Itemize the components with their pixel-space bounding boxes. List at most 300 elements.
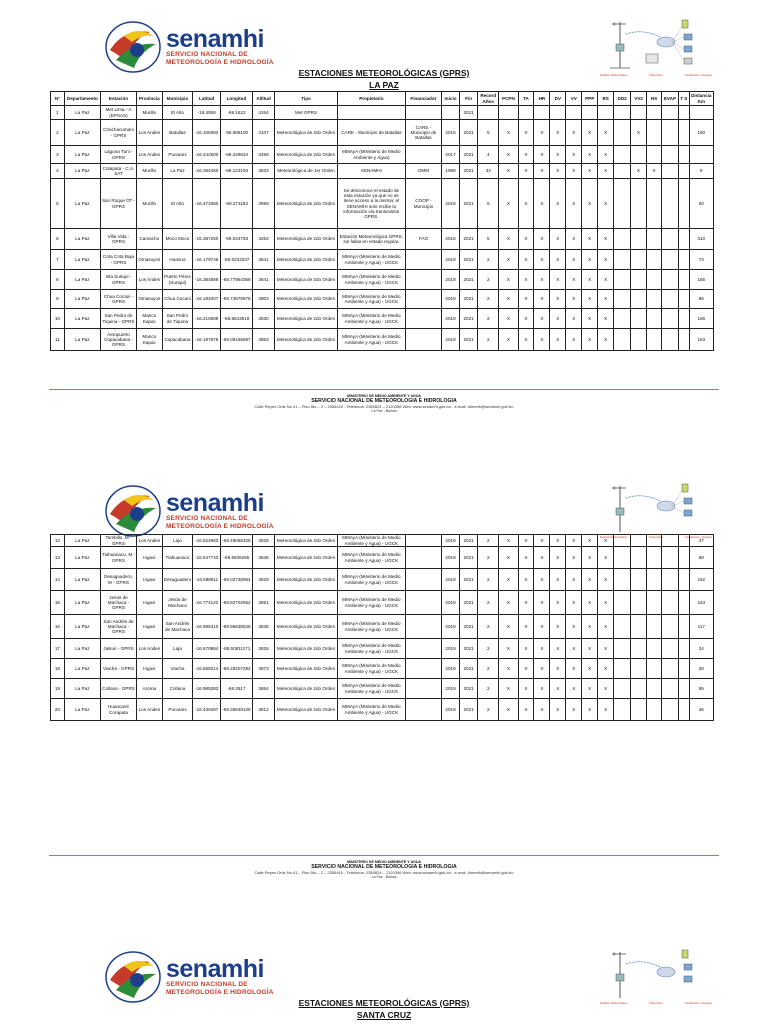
column-header: PCPN: [499, 92, 518, 106]
brand-subtitle-line-2: METEOROLOGÍA E HIDROLOGÍA: [166, 989, 274, 996]
table-cell: [478, 106, 499, 120]
footer-institution: SERVICIO NACIONAL DE METEOROLOGIA E HIDROLOGIA: [311, 398, 457, 404]
table-cell: 2021: [460, 547, 478, 569]
column-header: PPP: [582, 92, 598, 106]
table-cell: 2021: [460, 569, 478, 591]
table-cell: [405, 639, 441, 659]
senamhi-emblem-icon: [104, 950, 162, 1004]
table-cell: X: [550, 146, 566, 164]
table-cell: Meteorológica de 2do Orden: [275, 679, 338, 699]
table-cell: X: [550, 290, 566, 309]
table-cell: X: [550, 120, 566, 146]
table-row: [51, 547, 714, 569]
table-cell: [405, 329, 441, 351]
table-cell: X: [582, 329, 598, 351]
table-cell: X: [550, 309, 566, 329]
table-cell: Ingavi: [137, 659, 163, 679]
table-cell: -68.588100: [221, 120, 253, 146]
table-cell: X: [566, 639, 582, 659]
table-cell: 3826: [252, 639, 274, 659]
table-cell: 2: [478, 615, 499, 639]
table-cell: Cotapata - C.A. SAT: [100, 164, 136, 179]
table-cell: X: [499, 229, 518, 250]
table-cell: 2021: [460, 639, 478, 659]
table-cell: X: [499, 290, 518, 309]
table-cell: [647, 615, 662, 639]
table-cell: 2019: [442, 699, 460, 721]
table-cell: Viacha - GPRS: [100, 659, 136, 679]
table-cell: X: [598, 146, 614, 164]
table-cell: [678, 309, 689, 329]
column-header: RS: [598, 92, 614, 106]
table-cell: 4264: [252, 106, 274, 120]
table-cell: [678, 679, 689, 699]
table-cell: -16.588811: [193, 569, 221, 591]
table-row: [51, 309, 714, 329]
table-cell: X: [582, 164, 598, 179]
table-row: [51, 229, 714, 250]
table-cell: CARE - Municipio de Batallas: [337, 120, 405, 146]
table-row: [51, 329, 714, 351]
table-row: [51, 179, 714, 229]
table-cell: [661, 659, 678, 679]
table-cell: FAO: [405, 229, 441, 250]
table-cell: X: [566, 290, 582, 309]
table-cell: [614, 120, 631, 146]
table-cell: 2021: [460, 679, 478, 699]
table-cell: 3829: [252, 535, 274, 547]
table-cell: [647, 229, 662, 250]
table-cell: 3873: [252, 659, 274, 679]
table-cell: 2: [478, 535, 499, 547]
table-cell: Meteorológica de 2do Orden: [275, 270, 338, 290]
table-cell: X: [598, 535, 614, 547]
table-cell: X: [550, 179, 566, 229]
column-header: Fin: [460, 92, 478, 106]
table-cell: Jalsuri - GPRS: [100, 639, 136, 659]
table-cell: Meteorológica de 2do Orden: [275, 290, 338, 309]
table-cell: -68.77964368: [221, 270, 253, 290]
table-cell: La Paz: [64, 547, 100, 569]
table-cell: Meteorológica de 2do Orden: [275, 639, 338, 659]
page-footer: [0, 855, 768, 879]
table-cell: X: [550, 535, 566, 547]
senamhi-logo: [104, 950, 274, 1004]
table-cell: [550, 106, 566, 120]
table-cell: 166: [689, 309, 713, 329]
table-cell: 30: [689, 659, 713, 679]
table-cell: 2: [478, 679, 499, 699]
table-cell: [689, 146, 713, 164]
table-cell: 163: [689, 591, 713, 615]
table-cell: 2: [478, 639, 499, 659]
table-cell: 8: [51, 270, 65, 290]
table-cell: 2019: [442, 290, 460, 309]
table-cell: Manco Kapac: [137, 329, 163, 351]
senamhi-emblem-icon: [104, 20, 162, 74]
table-cell: [661, 270, 678, 290]
table-cell: 1988: [442, 164, 460, 179]
table-cell: [661, 106, 678, 120]
table-cell: -68.49086328: [221, 535, 253, 547]
table-cell: Huarina: [162, 250, 193, 270]
table-cell: X: [566, 699, 582, 721]
table-cell: [678, 639, 689, 659]
diagram-label-visualization: Visualización y Registro: [684, 74, 712, 77]
table-cell: [405, 146, 441, 164]
table-cell: Ingavi: [137, 615, 163, 639]
table-cell: X: [566, 250, 582, 270]
table-cell: X: [566, 270, 582, 290]
table-cell: Los Andes: [137, 535, 163, 547]
table-cell: X: [518, 547, 534, 569]
table-cell: Los Andes: [137, 270, 163, 290]
table-cell: [647, 699, 662, 721]
table-cell: Met Lima - A (EPSAS): [100, 106, 136, 120]
column-header: T S: [678, 92, 689, 106]
table-cell: 2021: [460, 179, 478, 229]
table-cell: 18: [51, 659, 65, 679]
table-cell: La Paz: [64, 270, 100, 290]
table-cell: Cota Cota Baja - GPRS: [100, 250, 136, 270]
table-cell: X: [566, 146, 582, 164]
table-cell: X: [598, 270, 614, 290]
table-cell: X: [566, 591, 582, 615]
table-cell: X: [582, 229, 598, 250]
table-cell: La Paz: [64, 679, 100, 699]
table-cell: Manco Kapac: [137, 309, 163, 329]
table-cell: El Alto: [162, 179, 193, 229]
table-cell: X: [534, 615, 550, 639]
table-cell: X: [518, 639, 534, 659]
table-cell: X: [582, 615, 598, 639]
table-cell: X: [550, 591, 566, 615]
table-cell: X: [582, 591, 598, 615]
table-cell: [631, 535, 647, 547]
column-header: Distancia Km: [691, 93, 712, 104]
footer-city: La Paz - Bolivia: [371, 409, 397, 413]
table-cell: La Paz: [64, 120, 100, 146]
table-cell: 45: [689, 699, 713, 721]
section-subtitle: LA PAZ: [369, 80, 399, 90]
table-cell: 2: [478, 591, 499, 615]
table-cell: [442, 106, 460, 120]
table-cell: [678, 699, 689, 721]
table-cell: [499, 106, 518, 120]
table-cell: -16.524983: [193, 535, 221, 547]
table-cell: 2019: [442, 535, 460, 547]
table-cell: La Paz: [64, 106, 100, 120]
footer-address: Calle Reyes Ortiz No 41 – Piso 5to – 2 – 2355410 - Teléfonos: 2355824 – 2120356 Web: www.senamhi.gob.bo - e-mail: dirmeth@senamhi.gob.bo: [254, 870, 514, 875]
table-cell: X: [534, 164, 550, 179]
table-cell: San Roque DT - GPRS: [100, 179, 136, 229]
table-cell: Met GPRS: [275, 106, 338, 120]
table-cell: X: [566, 535, 582, 547]
section-title: ESTACIONES METEOROLÓGICAS (GPRS): [298, 68, 470, 78]
table-cell: -68.96838528: [221, 615, 253, 639]
table-cell: MMAyA (Ministerio de Medio Ambiente y Agua) - UGCK: [337, 615, 405, 639]
table-row: [51, 250, 714, 270]
table-cell: [678, 615, 689, 639]
table-cell: X: [598, 229, 614, 250]
table-cell: -16.242500: [193, 146, 221, 164]
table-cell: MMAyA (Ministerio de Medio Ambiente y Agua) - UGCK: [337, 639, 405, 659]
table-cell: 5: [478, 229, 499, 250]
table-cell: [678, 179, 689, 229]
table-cell: San Pedro de Tiquina: [162, 309, 193, 329]
table-cell: 3833: [252, 164, 274, 179]
table-cell: Villa Vida - GPRS: [100, 229, 136, 250]
table-cell: [631, 329, 647, 351]
table-cell: Desaguadero, M - GPRS: [100, 569, 136, 591]
table-cell: 2021: [460, 229, 478, 250]
table-cell: -16.985383: [193, 679, 221, 699]
table-cell: 2019: [442, 547, 460, 569]
diagram-label-transmission: Transmisión: [648, 1002, 663, 1005]
table-cell: [405, 615, 441, 639]
table-cell: [689, 106, 713, 120]
table-cell: Meteorológica de 2do Orden: [275, 547, 338, 569]
table-cell: X: [499, 547, 518, 569]
table-cell: X: [499, 679, 518, 699]
table-cell: [661, 120, 678, 146]
table-cell: X: [518, 229, 534, 250]
table-cell: X: [566, 179, 582, 229]
table-cell: -16.985310: [193, 615, 221, 639]
table-cell: [631, 229, 647, 250]
table-cell: X: [518, 290, 534, 309]
table-cell: [405, 106, 441, 120]
table-row: [51, 679, 714, 699]
table-cell: X: [518, 146, 534, 164]
table-cell: 3841: [252, 270, 274, 290]
table-cell: [614, 106, 631, 120]
table-cell: [661, 679, 678, 699]
table-cell: X: [582, 120, 598, 146]
table-cell: CARE - Municipio de Batallas: [405, 120, 441, 146]
table-cell: X: [566, 615, 582, 639]
table-cell: [661, 309, 678, 329]
table-cell: [337, 106, 405, 120]
column-header: EVAP: [661, 92, 678, 106]
table-cell: [598, 106, 614, 120]
table-cell: 2: [478, 270, 499, 290]
column-header: DD2: [614, 92, 631, 106]
table-cell: -68.50811171: [221, 639, 253, 659]
table-cell: [631, 679, 647, 699]
table-cell: -16.384888: [193, 270, 221, 290]
table-cell: MMAyA (Ministerio de Medio Ambiente y Agua) - UGCK: [337, 591, 405, 615]
table-cell: [614, 639, 631, 659]
table-cell: 16: [51, 615, 65, 639]
table-row: [51, 290, 714, 309]
table-cell: -16.216689: [193, 309, 221, 329]
table-header-row: [51, 92, 714, 106]
table-cell: [661, 229, 678, 250]
footer-ministry: MINISTERIO DE MEDIO AMBIENTE Y AGUA: [346, 394, 422, 398]
table-cell: MMAyA (Ministerio de Medio Ambiente y Agua) - UGCK: [337, 659, 405, 679]
table-cell: 4264: [252, 229, 274, 250]
table-cell: X: [518, 329, 534, 351]
table-cell: X: [499, 309, 518, 329]
table-cell: X: [499, 164, 518, 179]
table-cell: 2021: [460, 146, 478, 164]
table-cell: Meteorológica de 2do Orden: [275, 659, 338, 679]
table-cell: 2019: [442, 639, 460, 659]
table-cell: -16.108383: [193, 120, 221, 146]
column-header: Financiador: [405, 92, 441, 106]
table-cell: -16.547743: [193, 547, 221, 569]
table-cell: Copacabana: [162, 329, 193, 351]
table-cell: 2016: [442, 229, 460, 250]
table-cell: Meteorológica de 2do Orden: [275, 615, 338, 639]
table-cell: [614, 229, 631, 250]
table-cell: [631, 615, 647, 639]
table-cell: [678, 146, 689, 164]
table-cell: [647, 569, 662, 591]
section-subtitle: SANTA CRUZ: [356, 1010, 412, 1020]
table-cell: X: [518, 535, 534, 547]
table-cell: [405, 699, 441, 721]
brand-name: senamhi: [166, 489, 264, 517]
table-cell: [661, 290, 678, 309]
table-cell: X: [550, 164, 566, 179]
footer-divider: [49, 389, 719, 390]
table-cell: 2019: [442, 659, 460, 679]
table-cell: -68.123193: [221, 164, 253, 179]
table-cell: OMM: [405, 164, 441, 179]
table-cell: X: [550, 270, 566, 290]
table-cell: 6: [51, 229, 65, 250]
table-cell: MMAyA (Ministerio de Medio Ambiente y Agua) - UGCK: [337, 309, 405, 329]
table-cell: SENAMHI: [337, 164, 405, 179]
brand-subtitle-line-1: SERVICIO NACIONAL DE: [166, 981, 248, 988]
table-cell: [647, 179, 662, 229]
table-cell: La Paz: [64, 250, 100, 270]
table-cell: [678, 329, 689, 351]
table-cell: [614, 569, 631, 591]
table-cell: [631, 591, 647, 615]
table-cell: -68.271193: [221, 179, 253, 229]
table-cell: Ingavi: [137, 547, 163, 569]
table-cell: Pucarani: [162, 146, 193, 164]
table-cell: 2: [478, 250, 499, 270]
table-cell: Murillo: [137, 106, 163, 120]
table-cell: [647, 120, 662, 146]
table-cell: San Pedro de Tiquina - GPRS: [100, 309, 136, 329]
table-cell: [631, 270, 647, 290]
table-cell: X: [499, 535, 518, 547]
table-cell: [678, 120, 689, 146]
table-cell: 19: [51, 679, 65, 699]
table-cell: 47: [689, 535, 713, 547]
table-cell: [678, 229, 689, 250]
table-cell: 5: [478, 120, 499, 146]
table-cell: X: [582, 659, 598, 679]
brand-subtitle-line-1: SERVICIO NACIONAL DE: [166, 51, 248, 58]
table-cell: La Paz: [64, 615, 100, 639]
table-cell: El Alto: [162, 106, 193, 120]
table-cell: X: [518, 615, 534, 639]
table-cell: [678, 591, 689, 615]
table-cell: X: [598, 309, 614, 329]
table-cell: MMAyA (Ministerio de Medio Ambiente y Agua) - UGCK: [337, 547, 405, 569]
stations-table: [50, 91, 714, 351]
table-cell: 2: [478, 309, 499, 329]
table-cell: Camacho: [137, 229, 163, 250]
column-header: Propietario: [337, 92, 405, 106]
table-cell: X: [534, 290, 550, 309]
table-cell: 2021: [460, 309, 478, 329]
table-cell: X: [534, 699, 550, 721]
table-cell: [631, 659, 647, 679]
table-cell: [661, 547, 678, 569]
table-cell: 2021: [460, 250, 478, 270]
table-cell: [614, 290, 631, 309]
table-cell: [647, 535, 662, 547]
table-cell: 2019: [442, 250, 460, 270]
table-cell: [631, 309, 647, 329]
table-cell: [405, 290, 441, 309]
table-cell: 2019: [442, 270, 460, 290]
table-row: [51, 615, 714, 639]
table-cell: X: [582, 270, 598, 290]
table-cell: Los Andes: [137, 639, 163, 659]
table-row: [51, 120, 714, 146]
table-cell: San Andrés de Machaca: [162, 615, 193, 639]
table-cell: [631, 146, 647, 164]
table-cell: Ingavi: [137, 591, 163, 615]
table-row: [51, 699, 714, 721]
table-cell: X: [534, 329, 550, 351]
table-row: [51, 535, 714, 547]
table-cell: X: [582, 179, 598, 229]
table-cell: 163: [689, 329, 713, 351]
table-cell: La Paz: [64, 535, 100, 547]
table-cell: X: [550, 229, 566, 250]
table-cell: X: [566, 120, 582, 146]
table-cell: 2: [478, 699, 499, 721]
table-cell: X: [582, 679, 598, 699]
table-cell: X: [499, 120, 518, 146]
table-cell: X: [566, 569, 582, 591]
table-cell: -68.74870678: [221, 290, 253, 309]
table-cell: X: [598, 329, 614, 351]
table-cell: 4458: [252, 146, 274, 164]
table-cell: X: [582, 639, 598, 659]
table-cell: 4107: [252, 120, 274, 146]
footer-institution: SERVICIO NACIONAL DE METEOROLOGIA E HIDROLOGIA: [311, 864, 457, 870]
table-cell: X: [598, 290, 614, 309]
table-cell: X: [598, 179, 614, 229]
table-cell: 2021: [460, 120, 478, 146]
table-cell: [631, 250, 647, 270]
column-header: Record Años: [478, 92, 499, 106]
table-cell: [647, 270, 662, 290]
table-cell: 2021: [460, 270, 478, 290]
table-cell: [661, 164, 678, 179]
table-cell: -15.387260: [193, 229, 221, 250]
table-cell: [631, 179, 647, 229]
table-cell: 2017: [442, 146, 460, 164]
table-cell: [631, 699, 647, 721]
table-cell: X: [566, 164, 582, 179]
table-cell: X: [598, 679, 614, 699]
table-cell: [661, 250, 678, 270]
table-row: [51, 106, 714, 120]
table-cell: X: [534, 270, 550, 290]
diagram-label-transmission: Transmisión: [648, 536, 663, 539]
